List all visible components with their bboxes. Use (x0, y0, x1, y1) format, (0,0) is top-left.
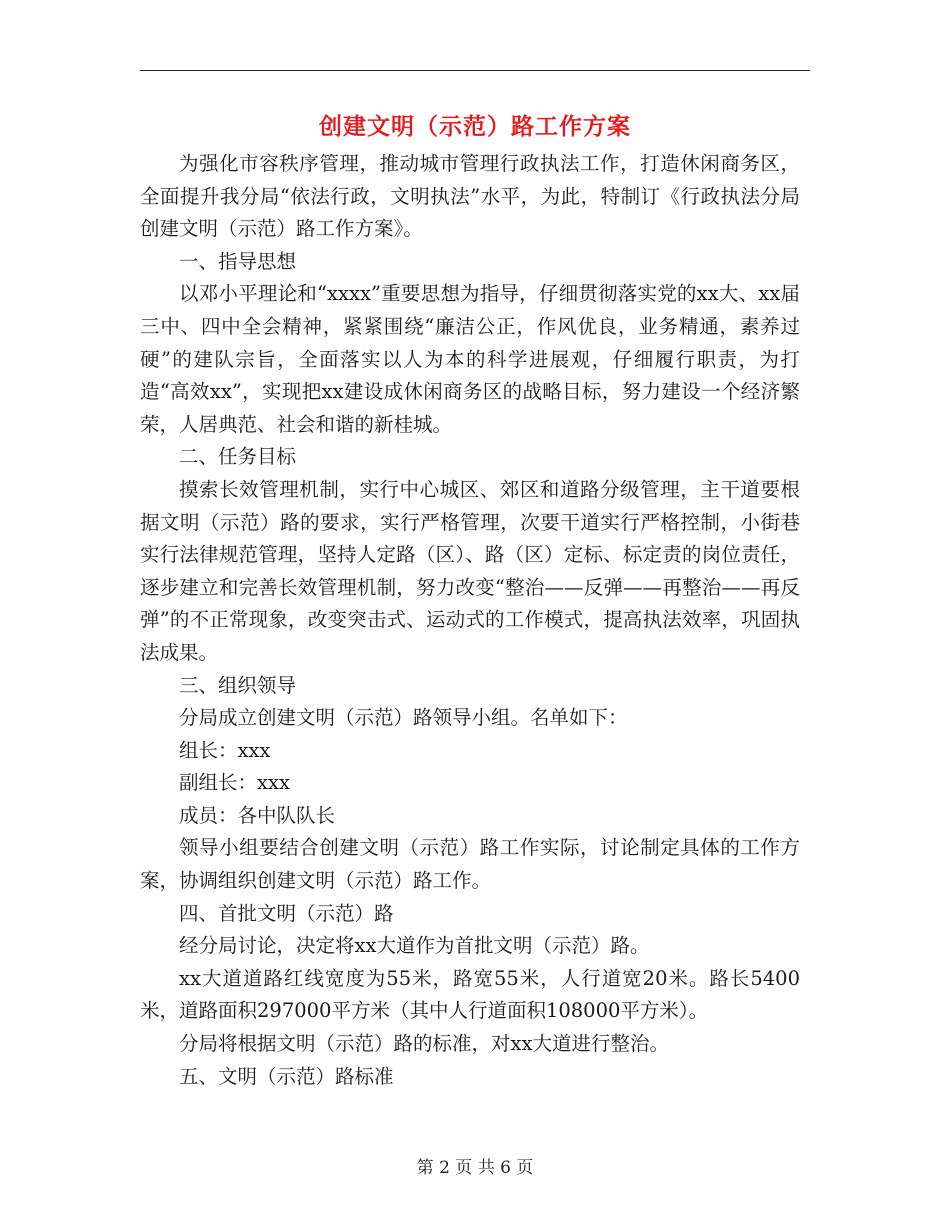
paragraph-members: 成员：各中队队长 (179, 803, 336, 827)
paragraph-first-road: 经分局讨论，决定将xx大道作为首批文明（示范）路。 (179, 934, 650, 958)
section-heading-1: 一、指导思想 (179, 249, 297, 273)
document-body (140, 148, 800, 1093)
paragraph-road-specs: xx大道道路红线宽度为55米，路宽55米，人行道宽20米。路长5400米，道路面积297000平方米（其中人行道面积108000平方米）。 (140, 966, 800, 1023)
paragraph-deputy-leader: 副组长：xxx (179, 771, 290, 795)
paragraph-team-leader: 组长：xxx (179, 738, 271, 762)
section-heading-4: 四、首批文明（示范）路 (179, 901, 394, 925)
paragraph-intro: 为强化市容秩序管理，推动城市管理行政执法工作，打造休闲商务区，全面提升我分局“依法行政，文明执法”水平，为此，特制订《行政执法分局创建文明（示范）路工作方案》。 (140, 152, 800, 241)
paragraph-leadership-intro: 分局成立创建文明（示范）路领导小组。名单如下： (179, 706, 628, 730)
section-heading-2: 二、任务目标 (179, 445, 297, 469)
document-title: 创建文明（示范）路工作方案 (319, 113, 631, 140)
paragraph-task-goals: 摸索长效管理机制，实行中心城区、郊区和道路分级管理，主干道要根据文明（示范）路的要求，实行严格管理，次要干道实行严格控制，小街巷实行法律规范管理，坚持人定路（区）、路（区）定标、标定责的岗位责任，逐步建立和完善长效管理机制，努力改变“整治——反弹——再整治——再反弹”的不正常现象，改变突击式、运动式的工作模式，提高执法效率，巩固执法成果。 (140, 477, 800, 664)
page-number-footer: 第 2 页 共 6 页 (416, 1158, 534, 1178)
paragraph-rectification: 分局将根据文明（示范）路的标准，对xx大道进行整治。 (179, 1032, 669, 1056)
section-heading-3: 三、组织领导 (179, 673, 297, 697)
paragraph-leadership-duty: 领导小组要结合创建文明（示范）路工作实际，讨论制定具体的工作方案，协调组织创建文明（示范）路工作。 (140, 836, 800, 893)
paragraph-guiding-thought: 以邓小平理论和“xxxx”重要思想为指导，仔细贯彻落实党的xx大、xx届三中、四中全会精神，紧紧围绕“廉洁公正，作风优良，业务精通，素养过硬”的建队宗旨，全面落实以人为本的科学进展观，仔细履行职责，为打造“高效xx”，实现把xx建设成休闲商务区的战略目标，努力建设一个经济繁荣，人居典范、社会和谐的新桂城。 (140, 282, 800, 436)
section-heading-5: 五、文明（示范）路标准 (179, 1064, 394, 1088)
header-rule (140, 70, 810, 71)
